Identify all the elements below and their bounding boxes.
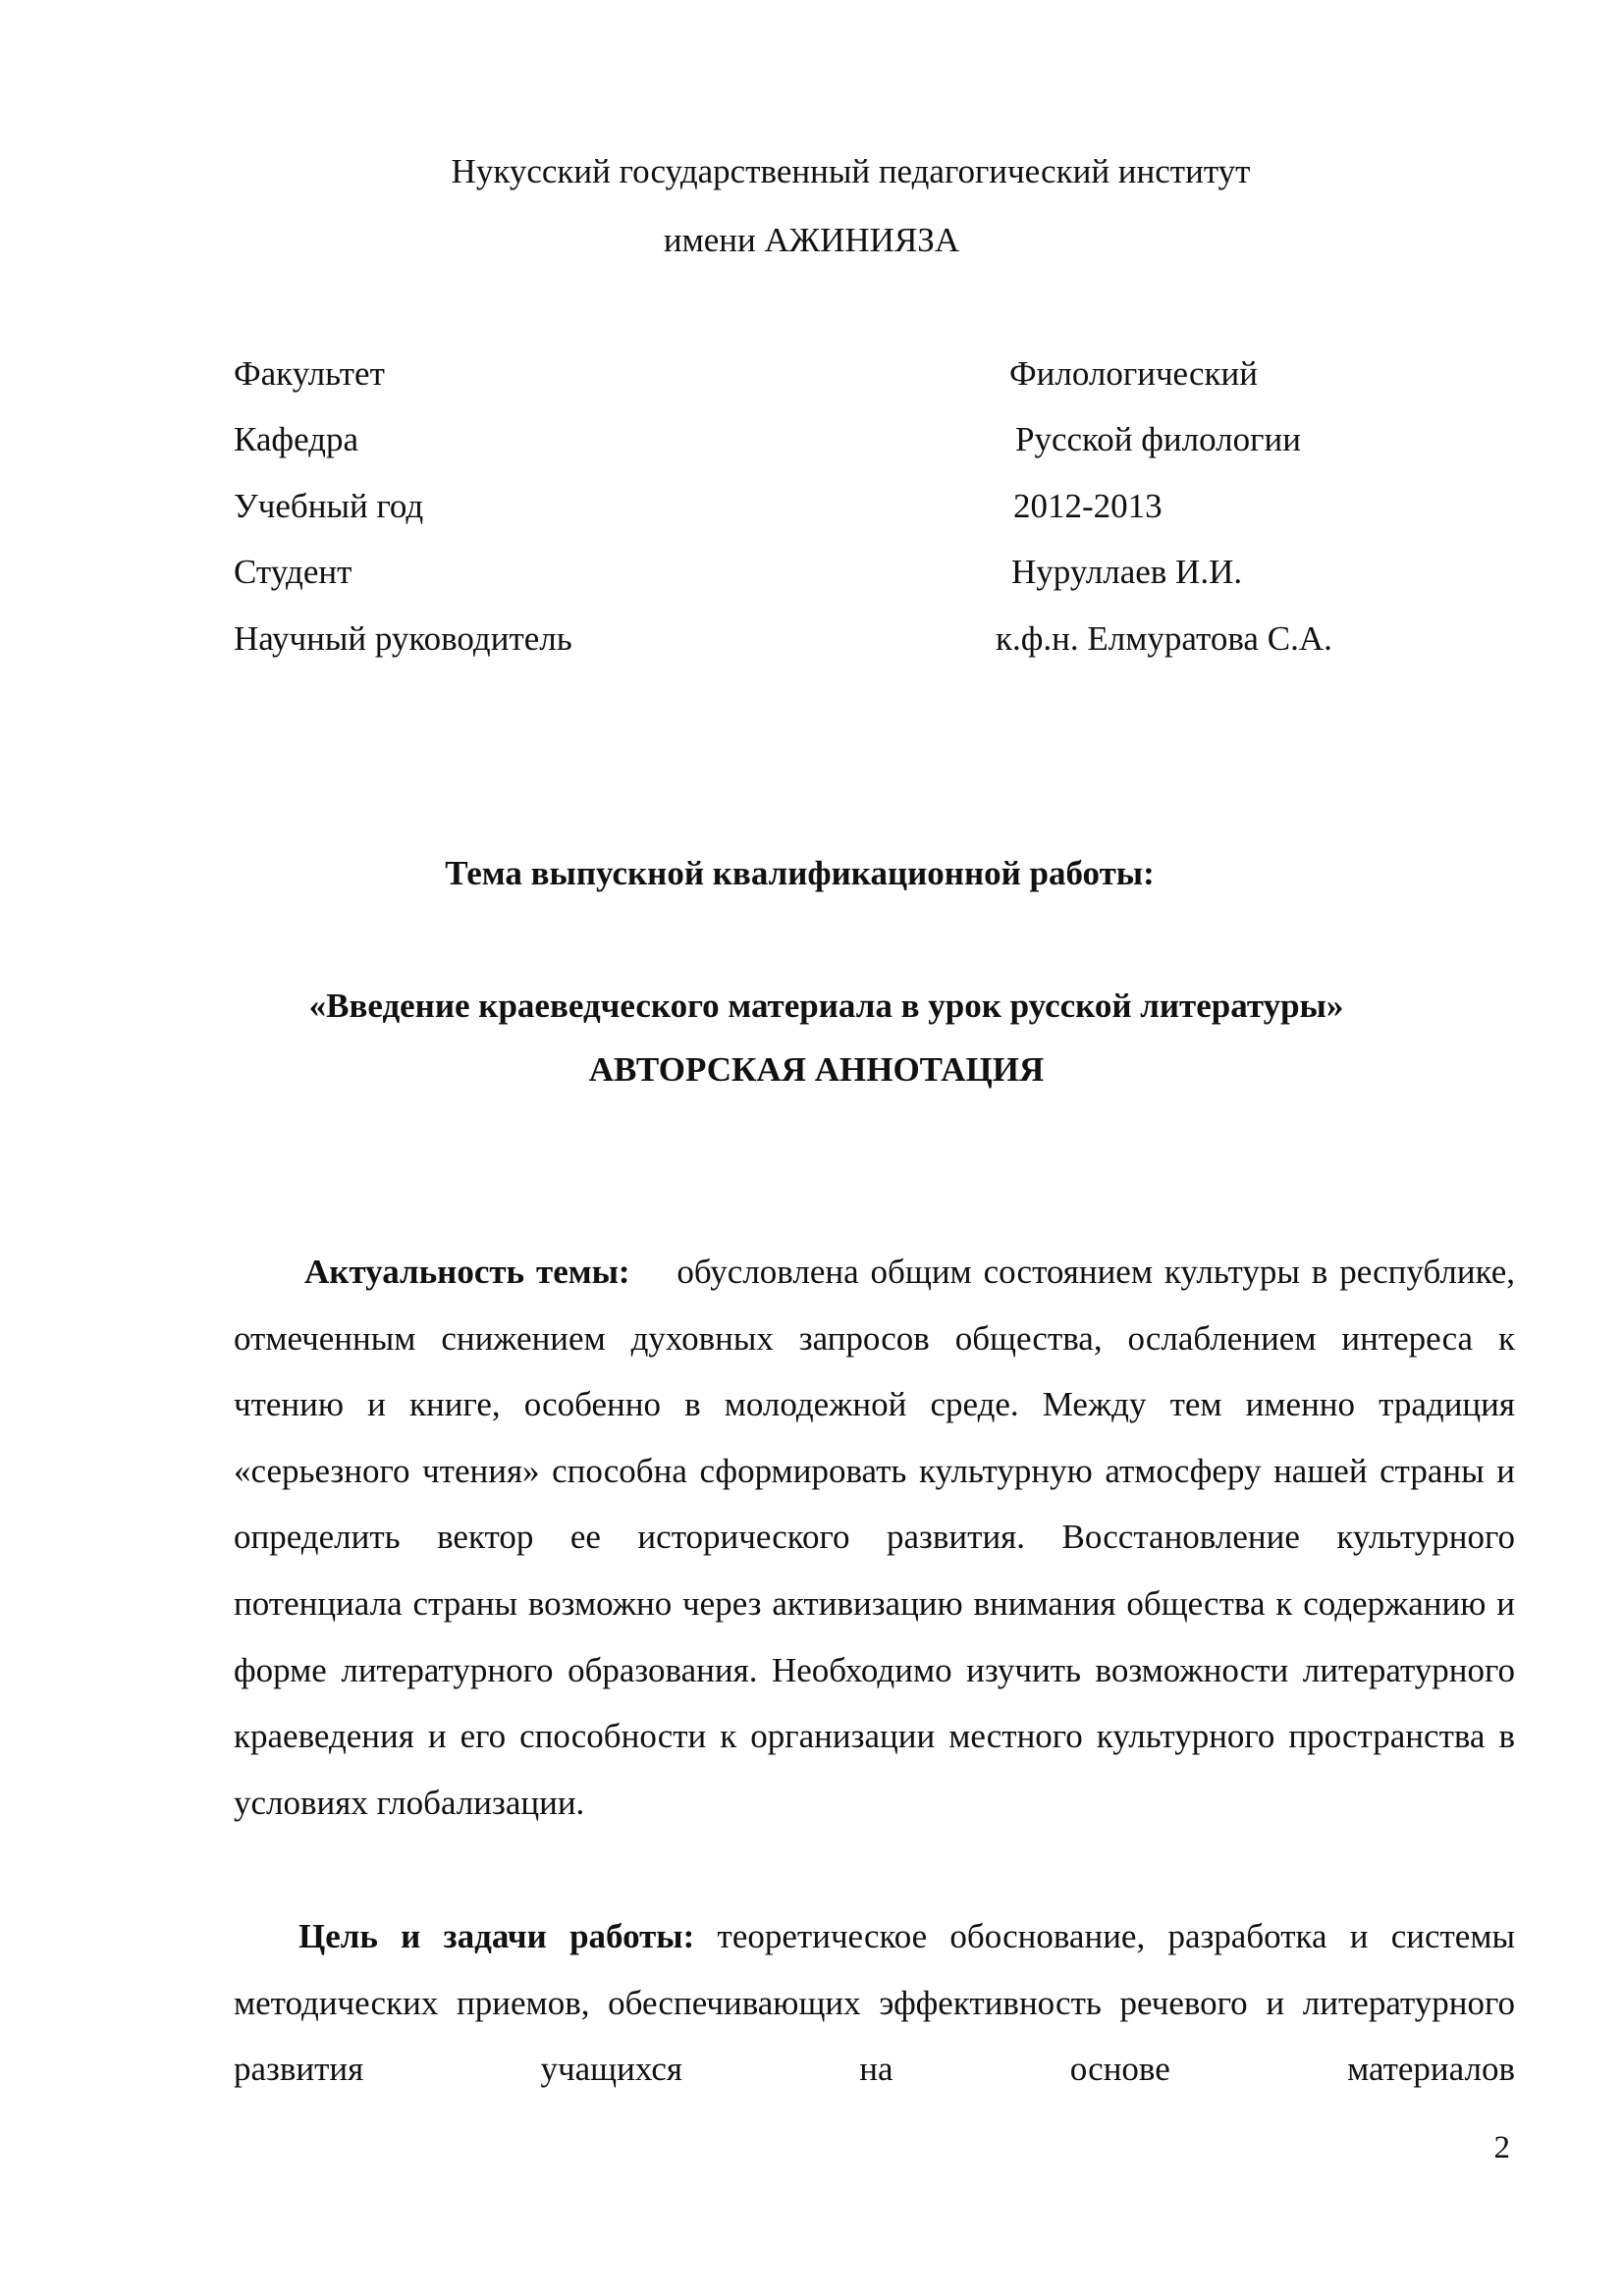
relevance-text: обусловлена общим состоянием культуры в республике, отмеченным снижением духовных запросов общества, ослаблением интереса к чтению и книге, особенно в молодежной среде. Между тем именно традиция «серьезного чтения» способна сформировать культурную атмосферу нашей страны и определить вектор ее исторического развития. Восстановление культурного потенциала страны возможно через активизацию внимания общества к содержанию и форме литературного образования. Необходимо изучить возможности литературного краеведения и его способности к организации местного культурного пространства в условиях глобализации. (234, 1253, 1515, 1822)
info-value: Нуруллаев И.И. (1011, 553, 1243, 591)
info-row-faculty (234, 354, 1412, 400)
goals-lead: Цель и задачи работы: (298, 1917, 695, 1955)
info-value: Филологический (1009, 354, 1258, 393)
info-value: к.ф.н. Елмуратова С.А. (996, 619, 1332, 658)
info-label: Кафедра (234, 420, 359, 458)
info-row-student (234, 553, 1412, 598)
topic-heading: Тема выпускной квалификационной работы: (445, 854, 1155, 892)
institution-name: Нукусский государственный педагогический институт (451, 152, 1251, 190)
goals-paragraph (234, 1903, 1515, 2103)
info-row-supervisor (234, 619, 1412, 665)
info-value: Русской филологии (1015, 420, 1301, 458)
info-row-academic-year (234, 487, 1412, 532)
annotation-heading: АВТОРСКАЯ АННОТАЦИЯ (588, 1050, 1045, 1089)
page-number: 2 (1493, 2130, 1510, 2165)
info-label: Факультет (234, 354, 385, 393)
info-label: Учебный год (234, 487, 424, 525)
info-row-department (234, 420, 1412, 465)
relevance-paragraph (234, 1239, 1515, 1836)
info-value: 2012-2013 (1013, 487, 1163, 525)
goals-text: теоретическое обоснование, разработка и системы методических приемов, обеспечивающих эффективность речевого и литературного развития учащихся на основе материалов (234, 1917, 1516, 2089)
thesis-title: «Введение краеведческого материала в урок русской литературы» (308, 987, 1344, 1025)
institution-named-after: имени АЖИНИЯЗА (663, 221, 960, 259)
relevance-lead: Актуальность темы: (304, 1253, 630, 1291)
info-label: Научный руководитель (234, 619, 572, 658)
info-label: Студент (234, 553, 352, 591)
